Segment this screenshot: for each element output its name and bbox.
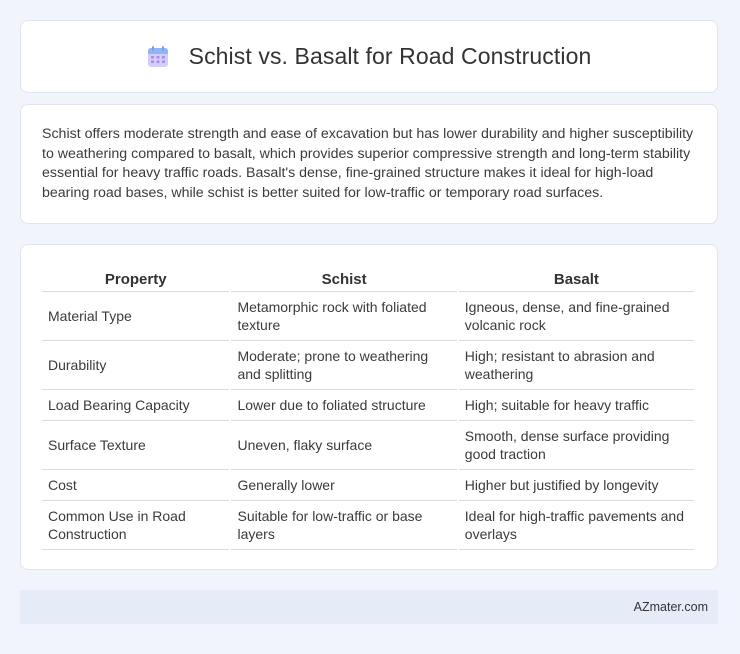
page-title: Schist vs. Basalt for Road Construction [188, 43, 592, 69]
basalt-cell: Higher but justified by longevity [459, 470, 694, 501]
calendar-icon [147, 46, 169, 68]
table-row [42, 470, 694, 501]
comparison-card [20, 244, 718, 570]
schist-cell: Suitable for low-traffic or base layers [231, 501, 456, 550]
column-header-property: Property [42, 265, 229, 292]
table-row [42, 421, 694, 470]
table-row [42, 390, 694, 421]
column-header-basalt: Basalt [459, 265, 694, 292]
title-wrap [147, 43, 592, 70]
column-header-schist: Schist [231, 265, 456, 292]
property-cell: Common Use in Road Construction [42, 501, 229, 550]
property-cell: Material Type [42, 292, 229, 341]
schist-cell: Moderate; prone to weathering and splitting [231, 341, 456, 390]
schist-cell: Lower due to foliated structure [231, 390, 456, 421]
schist-cell: Generally lower [231, 470, 456, 501]
table-row [42, 341, 694, 390]
basalt-cell: Smooth, dense surface providing good traction [459, 421, 694, 470]
summary-card [20, 104, 718, 224]
summary-text: Schist offers moderate strength and ease of excavation but has lower durability and higher susceptibility to weathering compared to basalt, which provides superior compressive strength and long-term stability essential for heavy traffic roads. Basalt's dense, fine-grained structure makes it ideal for high-load bearing road bases, while schist is better suited for low-traffic or temporary road surfaces. [42, 126, 694, 201]
footer-brand: AZmater.com [633, 600, 708, 614]
basalt-cell: High; resistant to abrasion and weathering [459, 341, 694, 390]
property-cell: Surface Texture [42, 421, 229, 470]
comparison-table [40, 265, 696, 550]
basalt-cell: Ideal for high-traffic pavements and overlays [459, 501, 694, 550]
footer [20, 590, 718, 624]
property-cell: Durability [42, 341, 229, 390]
property-cell: Cost [42, 470, 229, 501]
table-row [42, 501, 694, 550]
title-card [20, 20, 718, 93]
schist-cell: Uneven, flaky surface [231, 421, 456, 470]
basalt-cell: High; suitable for heavy traffic [459, 390, 694, 421]
table-header-row [42, 265, 694, 292]
basalt-cell: Igneous, dense, and fine-grained volcanic rock [459, 292, 694, 341]
table-row [42, 292, 694, 341]
property-cell: Load Bearing Capacity [42, 390, 229, 421]
schist-cell: Metamorphic rock with foliated texture [231, 292, 456, 341]
